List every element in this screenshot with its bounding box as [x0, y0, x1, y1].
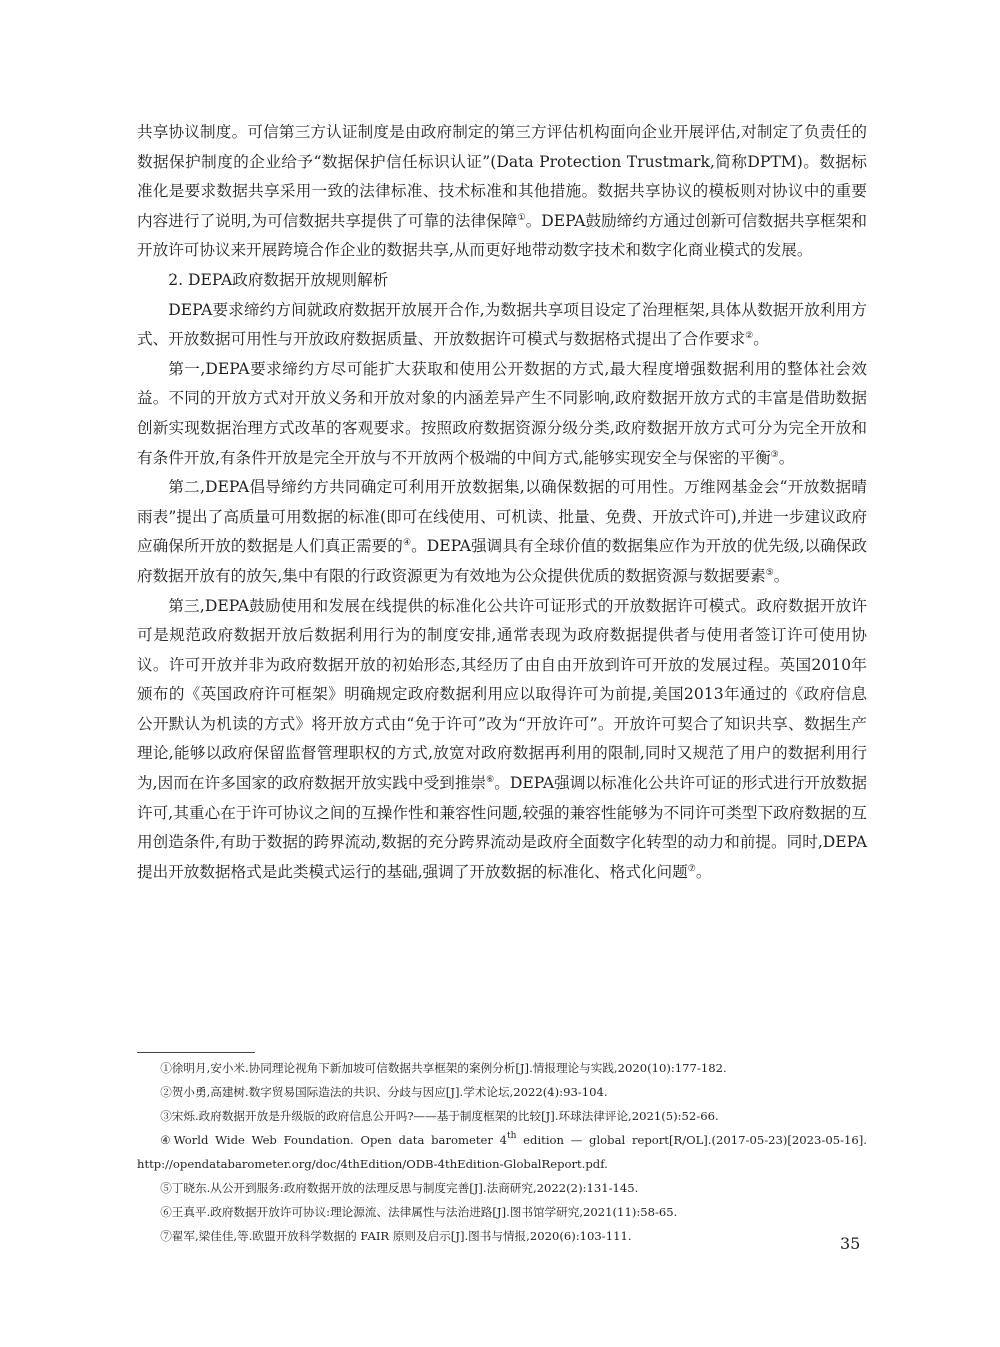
page-number: 35: [840, 1234, 861, 1253]
paragraph: [137, 118, 867, 266]
footnote-marker: ⑦: [687, 863, 696, 874]
footnote: [137, 1056, 867, 1080]
text-run: 第三,DEPA鼓励使用和发展在线提供的标准化公共许可证形式的开放数据许可模式。政府数据开放许可是规范政府数据开放后数据利用行为的制度安排,通常表现为政府数据提供者与使用者签订许可使用协议。许可开放并非为政府数据开放的初始形态,其经历了由自由开放到许可开放的发展过程。英国2010年颁布的《英国政府许可框架》明确规定政府数据利用应以取得许可为前提,美国2013年通过的《政府信息公开默认为机读的方式》将开放方式由“免于许可”改为“开放许可”。开放许可契合了知识共享、数据生产理论,能够以政府保留监督管理职权的方式,放宽对政府数据再利用的限制,同时又规范了用户的数据利用行为,因而在许多国家的政府数据开放实践中受到推崇: [137, 596, 867, 793]
footnote: [137, 1080, 867, 1104]
text-run: 2. DEPA政府数据开放规则解析: [168, 270, 389, 289]
text-run: 。DEPA鼓励缔约方通过创新可信数据共享框架和开放许可协议来开展跨境合作企业的数据共享,从而更好地带动数字技术和数字化商业模式的发展。: [137, 211, 867, 260]
footnote: [137, 1224, 867, 1248]
paragraph: [137, 355, 867, 473]
text-run: DEPA要求缔约方间就政府数据开放展开合作,为数据共享项目设定了治理框架,具体从数据开放利用方式、开放数据可用性与开放政府数据质量、开放数据许可模式与数据格式提出了合作要求: [137, 300, 867, 349]
footnote-marker: ⑤: [765, 567, 774, 578]
body-text: [137, 118, 867, 887]
text-run: ⑤丁晓东.从公开到服务:政府数据开放的法理反思与制度完善[J].法商研究,2022(2):131-145.: [160, 1181, 639, 1195]
section-heading: [137, 266, 867, 296]
text-run: 。: [773, 566, 790, 585]
text-run: 。DEPA强调以标准化公共许可证的形式进行开放数据许可,其重心在于许可协议之间的互操作性和兼容性问题,较强的兼容性能够为不同许可类型下政府数据的互用创造条件,有助于数据的跨界流动,数据的充分跨界流动是政府全面数字化转型的动力和前提。同时,DEPA提出开放数据格式是此类模式运行的基础,强调了开放数据的标准化、格式化问题: [137, 774, 867, 881]
paragraph: [137, 296, 867, 355]
text-run: 。: [778, 448, 795, 467]
text-run: 第二,DEPA倡导缔约方共同确定可利用开放数据集,以确保数据的可用性。万维网基金会“开放数据晴雨表”提出了高质量可用数据的标准(即可在线使用、可机读、批量、免费、开放式许可),并进一步建议政府应确保所开放的数据是人们真正需要的: [137, 478, 867, 556]
text-run: 。: [695, 862, 712, 881]
text-run: ①徐明月,安小米.协同理论视角下新加坡可信数据共享框架的案例分析[J].情报理论与实践,2020(10):177-182.: [160, 1061, 727, 1075]
text-run: 。: [753, 330, 769, 349]
paragraph: [137, 473, 867, 591]
footnote-marker: ②: [745, 331, 754, 342]
footnote: [137, 1200, 867, 1224]
footnotes: [137, 1056, 867, 1248]
footnote-marker: ③: [770, 449, 779, 460]
text-run: ②贺小勇,高建树.数字贸易国际造法的共识、分歧与因应[J].学术论坛,2022(4):93-104.: [160, 1085, 608, 1099]
text-run: ③宋烁.政府数据开放是升级版的政府信息公开吗?——基于制度框架的比较[J].环球法律评论,2021(5):52-66.: [160, 1109, 719, 1123]
text-run: ⑦翟军,梁佳佳,等.欧盟开放科学数据的 FAIR 原则及启示[J].图书与情报,2020(6):103-111.: [160, 1229, 632, 1243]
footnote: [137, 1176, 867, 1200]
footnote-marker: ⑥: [486, 775, 495, 786]
text-run: 。DEPA强调具有全球价值的数据集应作为开放的优先级,以确保政府数据开放有的放矢,集中有限的行政资源更为有效地为公众提供优质的数据资源与数据要素: [137, 537, 867, 585]
paragraph: [137, 592, 867, 888]
footnote: [137, 1128, 867, 1176]
footnote-marker: ④: [402, 538, 412, 549]
text-run: 共享协议制度。可信第三方认证制度是由政府制定的第三方评估机构面向企业开展评估,对制定了负责任的数据保护制度的企业给予“数据保护信任标识认证”(Data Protection Trustmark,简称DPTM)。数据标准化是要求数据共享采用一致的法律标准、技术标准和其他措施。数据共享协议的模板则对协议中的重要内容进行了说明,为可信数据共享提供了可靠的法律保障: [137, 123, 867, 230]
text-run: 第一,DEPA要求缔约方尽可能扩大获取和使用公开数据的方式,最大程度增强数据利用的整体社会效益。不同的开放方式对开放义务和开放对象的内涵差异产生不同影响,政府数据开放方式的丰富是借助数据创新实现数据治理方式改革的客观要求。按照政府数据资源分级分类,政府数据开放方式可分为完全开放和有条件开放,有条件开放是完全开放与不开放两个极端的中间方式,能够实现安全与保密的平衡: [137, 359, 867, 467]
footnote: [137, 1104, 867, 1128]
text-run: edition — global report[R/OL].(2017-05-23)[2023-05-16]. http://opendatabarometer.org/doc/4thEdition/ODB-4thEdition-GlobalReport.pdf.: [137, 1133, 867, 1171]
footnote-marker: th: [507, 1131, 517, 1141]
footnote-marker: ①: [517, 212, 526, 223]
footnote-separator: [137, 1052, 255, 1053]
text-run: ⑥王真平.政府数据开放许可协议:理论源流、法律属性与法治进路[J].图书馆学研究,2021(11):58-65.: [160, 1205, 678, 1219]
text-run: ④World Wide Web Foundation. Open data barometer 4: [160, 1133, 508, 1147]
